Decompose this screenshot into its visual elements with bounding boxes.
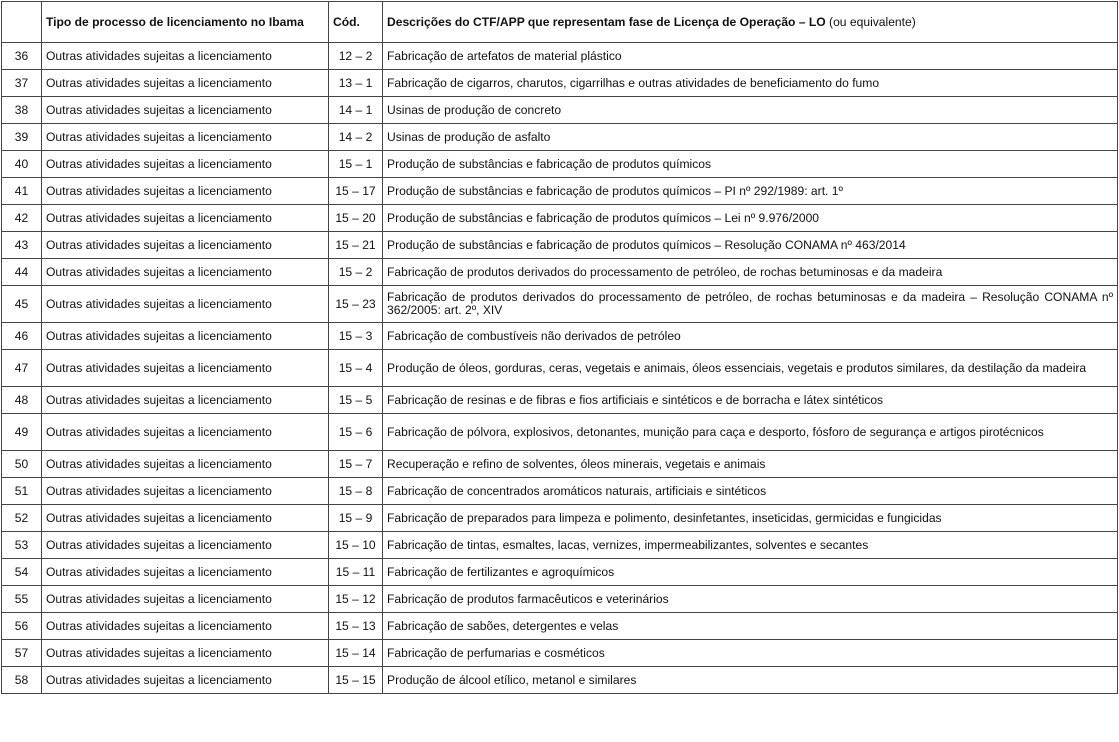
- row-process-type: Outras atividades sujeitas a licenciamento: [42, 178, 329, 205]
- row-description: Fabricação de artefatos de material plástico: [383, 43, 1118, 70]
- row-code: 15 – 14: [329, 640, 383, 667]
- table-row: [2, 286, 1118, 323]
- row-process-type: Outras atividades sujeitas a licenciamento: [42, 350, 329, 387]
- table-row: [2, 640, 1118, 667]
- row-code: 15 – 1: [329, 151, 383, 178]
- row-code: 15 – 12: [329, 586, 383, 613]
- row-process-type: Outras atividades sujeitas a licenciamento: [42, 205, 329, 232]
- row-description: Fabricação de produtos farmacêuticos e veterinários: [383, 586, 1118, 613]
- table-row: [2, 667, 1118, 694]
- row-code: 13 – 1: [329, 70, 383, 97]
- row-number: 43: [2, 232, 42, 259]
- row-process-type: Outras atividades sujeitas a licenciamento: [42, 414, 329, 451]
- row-description: Usinas de produção de asfalto: [383, 124, 1118, 151]
- row-process-type: Outras atividades sujeitas a licenciamento: [42, 478, 329, 505]
- row-code: 15 – 6: [329, 414, 383, 451]
- row-process-type: Outras atividades sujeitas a licenciamento: [42, 586, 329, 613]
- row-description: Fabricação de cigarros, charutos, cigarrilhas e outras atividades de beneficiamento do fumo: [383, 70, 1118, 97]
- row-number: 39: [2, 124, 42, 151]
- row-code: 15 – 13: [329, 613, 383, 640]
- row-process-type: Outras atividades sujeitas a licenciamento: [42, 286, 329, 323]
- table-row: [2, 505, 1118, 532]
- header-number: [2, 2, 42, 43]
- table-row: [2, 151, 1118, 178]
- table-row: [2, 43, 1118, 70]
- row-number: 55: [2, 586, 42, 613]
- row-number: 58: [2, 667, 42, 694]
- row-description: Fabricação de resinas e de fibras e fios artificiais e sintéticos e de borracha e látex sintéticos: [383, 387, 1118, 414]
- row-code: 15 – 7: [329, 451, 383, 478]
- row-process-type: Outras atividades sujeitas a licenciamento: [42, 613, 329, 640]
- row-process-type: Outras atividades sujeitas a licenciamento: [42, 259, 329, 286]
- row-number: 37: [2, 70, 42, 97]
- row-code: 15 – 2: [329, 259, 383, 286]
- row-description: Fabricação de preparados para limpeza e polimento, desinfetantes, inseticidas, germicidas e fungicidas: [383, 505, 1118, 532]
- row-code: 15 – 23: [329, 286, 383, 323]
- row-description: Fabricação de perfumarias e cosméticos: [383, 640, 1118, 667]
- row-process-type: Outras atividades sujeitas a licenciamento: [42, 97, 329, 124]
- row-description: Fabricação de pólvora, explosivos, detonantes, munição para caça e desporto, fósforo de segurança e artigos pirotécnicos: [383, 414, 1118, 451]
- row-number: 49: [2, 414, 42, 451]
- table-row: [2, 350, 1118, 387]
- row-number: 53: [2, 532, 42, 559]
- row-description: Fabricação de produtos derivados do processamento de petróleo, de rochas betuminosas e da madeira – Resolução CONAMA nº 362/2005: art. 2º, XIV: [383, 286, 1118, 323]
- row-description: Produção de álcool etílico, metanol e similares: [383, 667, 1118, 694]
- table-row: [2, 451, 1118, 478]
- row-description: Usinas de produção de concreto: [383, 97, 1118, 124]
- table-header-row: [2, 2, 1118, 43]
- row-code: 12 – 2: [329, 43, 383, 70]
- row-process-type: Outras atividades sujeitas a licenciamento: [42, 232, 329, 259]
- header-description-bold: Descrições do CTF/APP que representam fase de Licença de Operação – LO: [387, 14, 826, 29]
- row-process-type: Outras atividades sujeitas a licenciamento: [42, 532, 329, 559]
- row-number: 42: [2, 205, 42, 232]
- row-process-type: Outras atividades sujeitas a licenciamento: [42, 323, 329, 350]
- row-process-type: Outras atividades sujeitas a licenciamento: [42, 124, 329, 151]
- row-process-type: Outras atividades sujeitas a licenciamento: [42, 43, 329, 70]
- table-row: [2, 613, 1118, 640]
- row-number: 41: [2, 178, 42, 205]
- row-process-type: Outras atividades sujeitas a licenciamento: [42, 151, 329, 178]
- row-process-type: Outras atividades sujeitas a licenciamento: [42, 451, 329, 478]
- row-code: 15 – 10: [329, 532, 383, 559]
- row-code: 15 – 21: [329, 232, 383, 259]
- row-number: 51: [2, 478, 42, 505]
- row-description: Produção de substâncias e fabricação de produtos químicos: [383, 151, 1118, 178]
- row-description: Produção de substâncias e fabricação de produtos químicos – PI nº 292/1989: art. 1º: [383, 178, 1118, 205]
- row-description: Fabricação de fertilizantes e agroquímicos: [383, 559, 1118, 586]
- table-row: [2, 259, 1118, 286]
- table-row: [2, 559, 1118, 586]
- row-code: 15 – 3: [329, 323, 383, 350]
- row-description: Produção de óleos, gorduras, ceras, vegetais e animais, óleos essenciais, vegetais e produtos similares, da destilação da madeira: [383, 350, 1118, 387]
- row-number: 44: [2, 259, 42, 286]
- header-description: [383, 2, 1118, 43]
- row-description: Fabricação de sabões, detergentes e velas: [383, 613, 1118, 640]
- row-code: 15 – 4: [329, 350, 383, 387]
- header-process-type: Tipo de processo de licenciamento no Ibama: [42, 2, 329, 43]
- row-code: 15 – 11: [329, 559, 383, 586]
- row-number: 54: [2, 559, 42, 586]
- table-row: [2, 586, 1118, 613]
- row-code: 14 – 2: [329, 124, 383, 151]
- table-row: [2, 124, 1118, 151]
- table-row: [2, 178, 1118, 205]
- table-row: [2, 97, 1118, 124]
- row-process-type: Outras atividades sujeitas a licenciamento: [42, 70, 329, 97]
- row-description: Recuperação e refino de solventes, óleos minerais, vegetais e animais: [383, 451, 1118, 478]
- row-process-type: Outras atividades sujeitas a licenciamento: [42, 640, 329, 667]
- table-row: [2, 205, 1118, 232]
- row-description: Fabricação de combustíveis não derivados de petróleo: [383, 323, 1118, 350]
- row-number: 48: [2, 387, 42, 414]
- row-number: 46: [2, 323, 42, 350]
- row-code: 15 – 20: [329, 205, 383, 232]
- row-process-type: Outras atividades sujeitas a licenciamento: [42, 559, 329, 586]
- row-description: Fabricação de concentrados aromáticos naturais, artificiais e sintéticos: [383, 478, 1118, 505]
- table-row: [2, 232, 1118, 259]
- row-description: Produção de substâncias e fabricação de produtos químicos – Lei nº 9.976/2000: [383, 205, 1118, 232]
- row-number: 40: [2, 151, 42, 178]
- licensing-table: [1, 1, 1118, 694]
- row-number: 47: [2, 350, 42, 387]
- row-code: 15 – 15: [329, 667, 383, 694]
- row-code: 15 – 5: [329, 387, 383, 414]
- row-code: 14 – 1: [329, 97, 383, 124]
- row-code: 15 – 8: [329, 478, 383, 505]
- table-row: [2, 414, 1118, 451]
- header-code: Cód.: [329, 2, 383, 43]
- row-process-type: Outras atividades sujeitas a licenciamento: [42, 667, 329, 694]
- table-row: [2, 323, 1118, 350]
- row-number: 57: [2, 640, 42, 667]
- row-process-type: Outras atividades sujeitas a licenciamento: [42, 387, 329, 414]
- header-description-note: (ou equivalente): [825, 14, 916, 29]
- table-row: [2, 387, 1118, 414]
- table-row: [2, 70, 1118, 97]
- row-code: 15 – 17: [329, 178, 383, 205]
- row-description: Fabricação de produtos derivados do processamento de petróleo, de rochas betuminosas e da madeira: [383, 259, 1118, 286]
- row-code: 15 – 9: [329, 505, 383, 532]
- row-description: Fabricação de tintas, esmaltes, lacas, vernizes, impermeabilizantes, solventes e secantes: [383, 532, 1118, 559]
- row-number: 38: [2, 97, 42, 124]
- row-number: 45: [2, 286, 42, 323]
- row-number: 56: [2, 613, 42, 640]
- row-process-type: Outras atividades sujeitas a licenciamento: [42, 505, 329, 532]
- row-number: 50: [2, 451, 42, 478]
- row-number: 36: [2, 43, 42, 70]
- table-row: [2, 532, 1118, 559]
- table-row: [2, 478, 1118, 505]
- row-number: 52: [2, 505, 42, 532]
- row-description: Produção de substâncias e fabricação de produtos químicos – Resolução CONAMA nº 463/2014: [383, 232, 1118, 259]
